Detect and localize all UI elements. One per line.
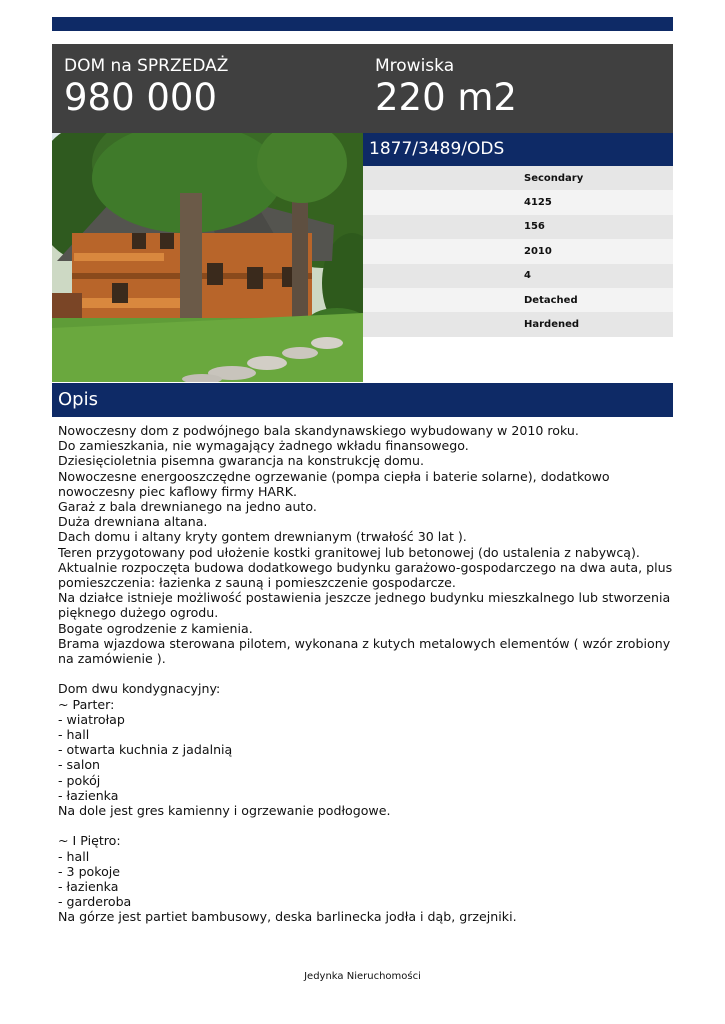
description-line: - otwarta kuchnia z jadalnią xyxy=(58,742,233,758)
description-line: nowoczesny piec kaflowy firmy HARK. xyxy=(58,483,298,499)
description-line: - łazienka xyxy=(58,787,119,803)
house-photo-icon xyxy=(52,133,363,382)
price-block xyxy=(64,56,228,120)
location-label: Mrowiska xyxy=(375,56,455,76)
description-line xyxy=(58,818,668,833)
description-line: ~ I Piętro: xyxy=(58,833,121,849)
attribute-row xyxy=(363,288,673,312)
description-line: Nowoczesne energooszczędne ogrzewanie (pompa ciepła i baterie solarne), dodatkowo xyxy=(58,468,610,484)
property-photo xyxy=(52,133,363,382)
attribute-row xyxy=(363,264,673,288)
description-line: - łazienka xyxy=(58,879,119,895)
description-line: Dom dwu kondygnacyjny: xyxy=(58,681,221,697)
description-line: Teren przygotowany pod ułożenie kostki granitowej lub betonowej (do ustalenia z nabywcą). xyxy=(58,544,640,560)
agency-footer: Jedynka Nieruchomości xyxy=(304,971,421,982)
description-line: Duża drewniana altana. xyxy=(58,514,208,530)
description-line: - hall xyxy=(58,727,90,743)
attribute-value: 156 xyxy=(524,221,545,233)
description-line: - garderoba xyxy=(58,894,132,910)
attribute-value: Secondary xyxy=(524,172,584,184)
property-attributes xyxy=(363,166,673,337)
description-line: Brama wjazdowa sterowana pilotem, wykonana z kutych metalowych elementów ( wzór zrobiony xyxy=(58,635,671,651)
attribute-value: Hardened xyxy=(524,319,580,331)
attribute-row xyxy=(363,312,673,336)
description-line: - wiatrołap xyxy=(58,711,125,727)
price-header xyxy=(52,44,673,133)
description-line: Garaż z bala drewnianego na jedno auto. xyxy=(58,499,317,515)
description-line: na zamówienie ). xyxy=(58,651,166,667)
description-line: ~ Parter: xyxy=(58,696,115,712)
description-line: - 3 pokoje xyxy=(58,863,121,879)
description-line xyxy=(58,666,668,681)
attribute-value: 2010 xyxy=(524,245,552,257)
description-line: Nowoczesny dom z podwójnego bala skandynawskiego wybudowany w 2010 roku. xyxy=(58,423,579,438)
description-line: - pokój xyxy=(58,772,101,788)
description-body xyxy=(58,423,673,925)
attribute-row xyxy=(363,190,673,214)
description-line: - hall xyxy=(58,848,90,864)
top-accent-bar xyxy=(52,17,673,31)
location-block xyxy=(375,56,517,120)
description-line: Do zamieszkania, nie wymagający żadnego wkładu finansowego. xyxy=(58,438,469,454)
description-line: - salon xyxy=(58,757,101,773)
description-line: Dach domu i altany kryty gontem drewnianym (trwałość 30 lat ). xyxy=(58,529,467,545)
attribute-row xyxy=(363,215,673,239)
area-value: 220 m2 xyxy=(375,76,517,119)
attribute-value: Detached xyxy=(524,294,578,306)
attribute-value: 4 xyxy=(524,270,531,282)
description-line: Na górze jest partiet bambusowy, deska barlinecka jodła i dąb, grzejniki. xyxy=(58,909,517,925)
price-value: 980 000 xyxy=(64,76,218,119)
attribute-row xyxy=(363,166,673,190)
description-heading: Opis xyxy=(52,383,673,417)
attribute-row xyxy=(363,239,673,263)
attribute-value: 4125 xyxy=(524,197,552,209)
description-line: Aktualnie rozpoczęta budowa dodatkowego budynku garażowo-gospodarczego na dwa auta, plus xyxy=(58,559,673,575)
description-line: pomieszczenia: łazienka z sauną i pomieszczenie gospodarcze. xyxy=(58,575,456,591)
property-type-label: DOM na SPRZEDAŻ xyxy=(64,56,229,76)
description-line: Dziesięcioletnia pisemna gwarancja na konstrukcję domu. xyxy=(58,453,424,469)
description-line: pięknego dużego ogrodu. xyxy=(58,605,219,621)
description-line: Na dole jest gres kamienny i ogrzewanie podłogowe. xyxy=(58,803,391,819)
description-line: Bogate ogrodzenie z kamienia. xyxy=(58,620,253,636)
reference-number: 1877/3489/ODS xyxy=(363,133,673,166)
description-line: Na działce istnieje możliwość postawienia jeszcze jednego budynku mieszkalnego lub stworzenia xyxy=(58,590,671,606)
